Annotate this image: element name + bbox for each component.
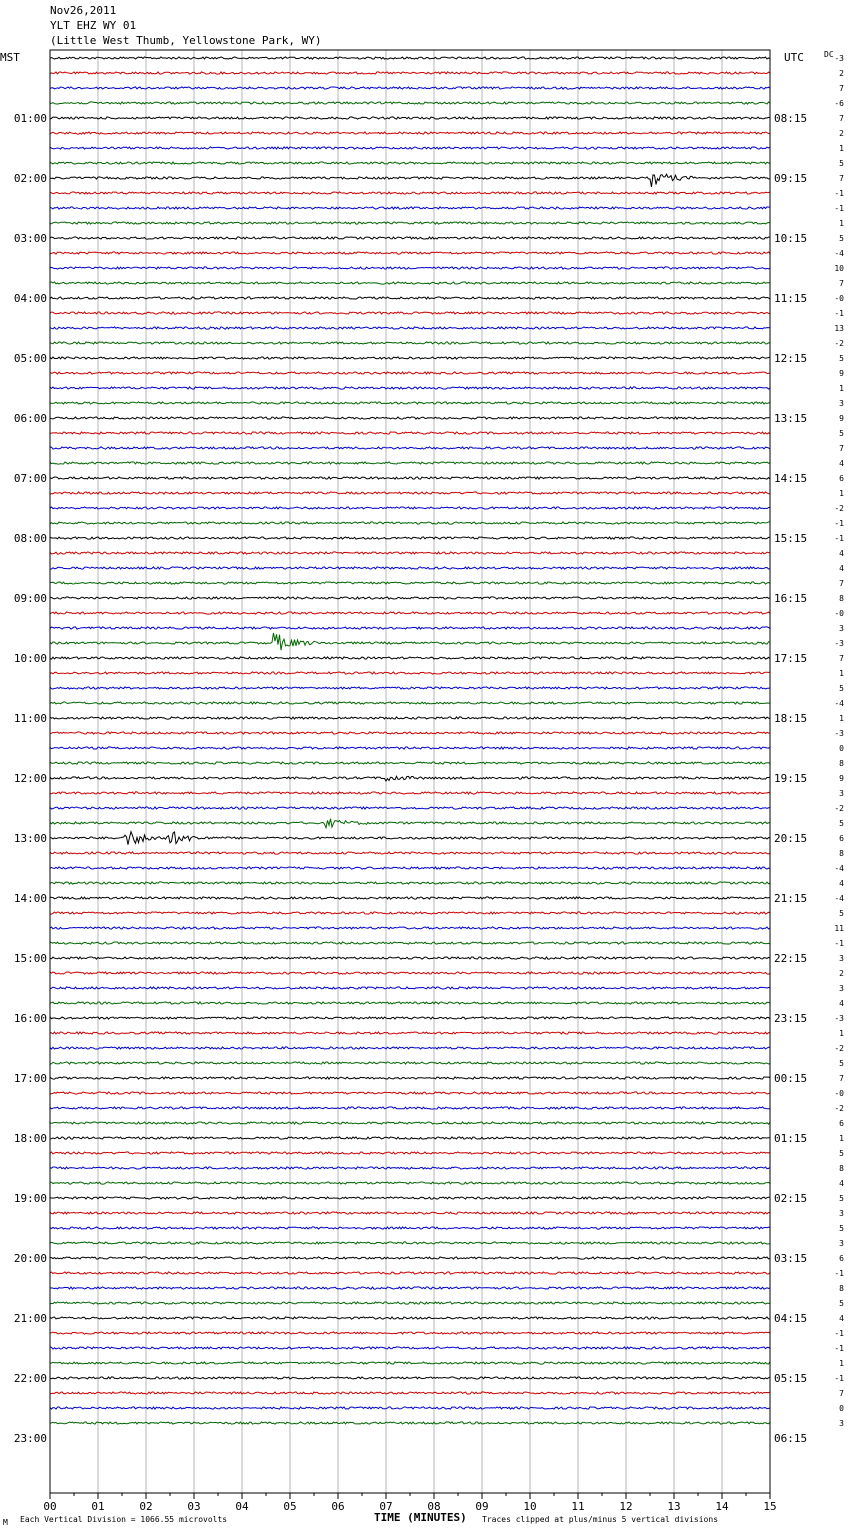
trace-20 [50,342,770,344]
utc-time-label: 09:15 [774,172,808,185]
station-location: (Little West Thumb, Yellowstone Park, WY) [50,34,322,47]
dc-offset-label: -1 [834,519,844,528]
x-tick-label: 15 [763,1500,777,1513]
trace-91 [50,1407,770,1409]
dc-offset-label: -0 [834,294,844,303]
dc-offset-label: 8 [839,1164,844,1173]
utc-time-label: 00:15 [774,1072,808,1085]
utc-time-label: 17:15 [774,652,808,665]
dc-offset-label: 7 [839,279,844,288]
dc-offset-label: 1 [839,1029,844,1038]
trace-22 [50,372,770,374]
mst-time-label: 09:00 [13,592,47,605]
trace-21 [50,357,770,359]
utc-time-label: 23:15 [774,1012,808,1025]
dc-offset-label: 7 [839,114,844,123]
dc-offset-label: 8 [839,849,844,858]
trace-52 [50,819,770,828]
trace-89 [50,1377,770,1379]
trace-35 [50,567,770,569]
trace-27 [50,447,770,449]
left-axis-label: MST [0,51,20,64]
dc-offset-label: -4 [834,864,844,873]
dc-offset-label: 3 [839,624,844,633]
dc-offset-label: 6 [839,1119,844,1128]
mst-time-label: 02:00 [13,172,47,185]
utc-time-label: 01:15 [774,1132,808,1145]
utc-time-label: 15:15 [774,532,808,545]
mst-time-label: 05:00 [13,352,47,365]
dc-offset-label: 4 [839,459,844,468]
trace-16 [50,282,770,284]
dc-offset-label: 1 [839,144,844,153]
scale-note: Each Vertical Division = 1066.55 microvolts [20,1515,228,1524]
trace-11 [50,207,770,209]
dc-offset-label: -6 [834,99,844,108]
dc-offset-label: 7 [839,444,844,453]
trace-68 [50,1062,770,1064]
x-tick-label: 14 [715,1500,729,1513]
trace-23 [50,387,770,389]
dc-offset-label: 1 [839,669,844,678]
trace-39 [50,627,770,629]
trace-25 [50,417,770,419]
dc-offset-label: -3 [834,639,844,648]
station-code: YLT EHZ WY 01 [50,19,137,32]
dc-offset-label: -1 [834,309,844,318]
trace-32 [50,522,770,524]
trace-81 [50,1257,770,1259]
dc-offset-label: 7 [839,1074,844,1083]
dc-label: DC [824,50,834,59]
utc-time-label: 11:15 [774,292,808,305]
dc-offset-label: 6 [839,834,844,843]
trace-47 [50,747,770,749]
dc-offset-label: 0 [839,1404,844,1413]
trace-45 [50,717,770,719]
dc-offset-label: -1 [834,534,844,543]
utc-time-label: 14:15 [774,472,808,485]
dc-offset-label: 5 [839,909,844,918]
dc-offset-label: -3 [834,54,844,63]
trace-79 [50,1227,770,1229]
dc-offset-label: 5 [839,1149,844,1158]
mst-time-label: 19:00 [13,1192,47,1205]
mst-time-label: 07:00 [13,472,47,485]
trace-84 [50,1302,770,1304]
x-tick-label: 00 [43,1500,57,1513]
trace-86 [50,1332,770,1334]
mst-time-label: 16:00 [13,1012,47,1025]
dc-offset-label: -3 [834,1014,844,1023]
dc-offset-label: 8 [839,759,844,768]
dc-offset-label: -1 [834,1329,844,1338]
trace-9 [50,174,770,187]
trace-18 [50,312,770,314]
dc-offset-label: 9 [839,774,844,783]
trace-74 [50,1152,770,1154]
trace-8 [50,162,770,164]
dc-offset-label: 11 [834,924,844,933]
trace-58 [50,912,770,914]
trace-60 [50,942,770,944]
trace-14 [50,252,770,254]
dc-offset-label: -1 [834,204,844,213]
x-tick-label: 11 [571,1500,585,1513]
trace-19 [50,327,770,329]
trace-37 [50,597,770,599]
mst-time-label: 03:00 [13,232,47,245]
mst-time-label: 17:00 [13,1072,47,1085]
trace-51 [50,807,770,809]
trace-28 [50,462,770,464]
mst-time-label: 18:00 [13,1132,47,1145]
trace-63 [50,987,770,989]
dc-offset-label: -2 [834,804,844,813]
dc-offset-label: 4 [839,549,844,558]
dc-offset-label: 5 [839,684,844,693]
trace-10 [50,192,770,194]
trace-62 [50,972,770,974]
dc-offset-label: -2 [834,504,844,513]
utc-time-label: 08:15 [774,112,808,125]
dc-offset-label: 5 [839,429,844,438]
trace-1 [50,57,770,59]
x-tick-label: 12 [619,1500,633,1513]
dc-offset-label: 9 [839,369,844,378]
dc-offset-label: -4 [834,249,844,258]
trace-54 [50,852,770,854]
utc-time-label: 12:15 [774,352,808,365]
trace-36 [50,582,770,584]
trace-78 [50,1212,770,1214]
trace-40 [50,633,770,650]
dc-offset-label: 4 [839,1179,844,1188]
dc-offset-label: -4 [834,699,844,708]
dc-offset-label: -4 [834,894,844,903]
dc-offset-label: -1 [834,939,844,948]
dc-offset-label: 2 [839,69,844,78]
dc-offset-label: 2 [839,129,844,138]
dc-offset-label: 1 [839,1359,844,1368]
trace-55 [50,867,770,869]
trace-44 [50,702,770,704]
mst-time-label: 20:00 [13,1252,47,1265]
dc-offset-label: 3 [839,954,844,963]
mst-time-label: 22:00 [13,1372,47,1385]
dc-offset-label: 7 [839,84,844,93]
trace-3 [50,87,770,89]
dc-offset-label: 3 [839,789,844,798]
trace-4 [50,102,770,104]
trace-61 [50,957,770,959]
dc-offset-label: 3 [839,399,844,408]
trace-17 [50,297,770,299]
dc-offset-label: 4 [839,564,844,573]
x-tick-label: 08 [427,1500,441,1513]
dc-offset-label: -2 [834,339,844,348]
utc-time-label: 04:15 [774,1312,808,1325]
trace-43 [50,687,770,689]
x-axis-label: TIME (MINUTES) [374,1511,467,1524]
dc-offset-label: 1 [839,219,844,228]
utc-time-label: 16:15 [774,592,808,605]
right-axis-label: UTC [784,51,804,64]
dc-offset-label: 4 [839,879,844,888]
dc-offset-label: 7 [839,1389,844,1398]
trace-92 [50,1422,770,1424]
trace-38 [50,612,770,614]
mst-time-label: 11:00 [13,712,47,725]
utc-time-label: 10:15 [774,232,808,245]
dc-offset-label: 5 [839,1299,844,1308]
utc-time-label: 13:15 [774,412,808,425]
chart-date: Nov26,2011 [50,4,117,17]
x-tick-label: 06 [331,1500,345,1513]
traces [50,57,770,1424]
trace-15 [50,267,770,269]
x-tick-label: 10 [523,1500,537,1513]
trace-65 [50,1017,770,1019]
mst-time-label: 04:00 [13,292,47,305]
mst-time-label: 08:00 [13,532,47,545]
dc-offset-label: 3 [839,1209,844,1218]
dc-offset-label: 3 [839,984,844,993]
trace-53 [50,832,770,845]
trace-67 [50,1047,770,1049]
trace-87 [50,1347,770,1349]
utc-time-label: 03:15 [774,1252,808,1265]
trace-7 [50,147,770,149]
dc-offset-label: 5 [839,819,844,828]
dc-offset-label: 7 [839,174,844,183]
trace-88 [50,1362,770,1364]
x-tick-label: 07 [379,1500,393,1513]
x-tick-label: 13 [667,1500,681,1513]
dc-offset-label: 1 [839,1134,844,1143]
trace-72 [50,1122,770,1124]
utc-time-label: 02:15 [774,1192,808,1205]
trace-6 [50,132,770,134]
utc-time-label: 06:15 [774,1432,808,1445]
trace-41 [50,657,770,659]
dc-offset-label: 1 [839,489,844,498]
trace-31 [50,507,770,509]
trace-85 [50,1317,770,1319]
dc-offset-label: -0 [834,609,844,618]
dc-offset-label: -2 [834,1104,844,1113]
trace-42 [50,672,770,674]
dc-offset-label: -0 [834,1089,844,1098]
trace-34 [50,552,770,554]
dc-offset-label: 5 [839,234,844,243]
mst-time-label: 01:00 [13,112,47,125]
trace-70 [50,1092,770,1094]
dc-offset-label: -1 [834,189,844,198]
dc-offset-label: 5 [839,354,844,363]
mst-time-label: 14:00 [13,892,47,905]
x-tick-label: 03 [187,1500,201,1513]
x-tick-label: 01 [91,1500,105,1513]
dc-offset-label: 2 [839,969,844,978]
mst-time-label: 10:00 [13,652,47,665]
trace-69 [50,1077,770,1079]
trace-48 [50,762,770,764]
dc-offset-label: 3 [839,1419,844,1428]
trace-2 [50,72,770,74]
dc-offset-label: 5 [839,159,844,168]
dc-offset-label: 6 [839,474,844,483]
mst-time-label: 12:00 [13,772,47,785]
trace-73 [50,1137,770,1139]
utc-time-label: 21:15 [774,892,808,905]
dc-offset-label: -1 [834,1374,844,1383]
trace-64 [50,1002,770,1004]
mst-time-label: 06:00 [13,412,47,425]
trace-77 [50,1197,770,1199]
mst-time-label: 13:00 [13,832,47,845]
dc-offset-label: 13 [834,324,844,333]
trace-30 [50,492,770,494]
x-tick-label: 04 [235,1500,249,1513]
trace-49 [50,776,770,781]
dc-offset-label: 3 [839,1239,844,1248]
trace-90 [50,1392,770,1394]
dc-offset-label: 5 [839,1059,844,1068]
trace-13 [50,237,770,239]
trace-56 [50,882,770,884]
x-tick-label: 02 [139,1500,153,1513]
dc-offset-label: 7 [839,654,844,663]
x-tick-label: 09 [475,1500,489,1513]
dc-offset-label: -1 [834,1269,844,1278]
dc-offset-label: 7 [839,579,844,588]
trace-5 [50,117,770,119]
dc-offset-label: 6 [839,1254,844,1263]
dc-offset-label: -2 [834,1044,844,1053]
dc-offset-label: 1 [839,384,844,393]
utc-time-label: 05:15 [774,1372,808,1385]
mst-time-label: 21:00 [13,1312,47,1325]
dc-offset-label: 8 [839,594,844,603]
dc-offset-label: 5 [839,1224,844,1233]
dc-offset-label: -1 [834,1344,844,1353]
dc-offset-label: 4 [839,999,844,1008]
trace-71 [50,1107,770,1109]
x-tick-label: 05 [283,1500,297,1513]
mst-time-label: 23:00 [13,1432,47,1445]
dc-offset-label: 10 [834,264,844,273]
trace-46 [50,732,770,734]
corner-mark: M [3,1518,8,1527]
trace-29 [50,477,770,479]
utc-time-label: 19:15 [774,772,808,785]
dc-offset-label: 1 [839,714,844,723]
trace-80 [50,1242,770,1244]
trace-82 [50,1272,770,1274]
utc-time-label: 22:15 [774,952,808,965]
dc-offset-label: 0 [839,744,844,753]
trace-83 [50,1287,770,1289]
trace-12 [50,222,770,224]
trace-33 [50,537,770,539]
dc-offset-label: 8 [839,1284,844,1293]
trace-76 [50,1182,770,1184]
trace-66 [50,1032,770,1034]
trace-50 [50,792,770,794]
trace-59 [50,927,770,929]
utc-time-label: 18:15 [774,712,808,725]
trace-24 [50,402,770,404]
clip-note: Traces clipped at plus/minus 5 vertical divisions [482,1515,719,1524]
dc-offset-label: -3 [834,729,844,738]
dc-offset-label: 4 [839,1314,844,1323]
trace-75 [50,1167,770,1169]
mst-time-label: 15:00 [13,952,47,965]
dc-offset-label: 5 [839,1194,844,1203]
dc-offset-label: 9 [839,414,844,423]
trace-57 [50,897,770,899]
utc-time-label: 20:15 [774,832,808,845]
trace-26 [50,432,770,434]
